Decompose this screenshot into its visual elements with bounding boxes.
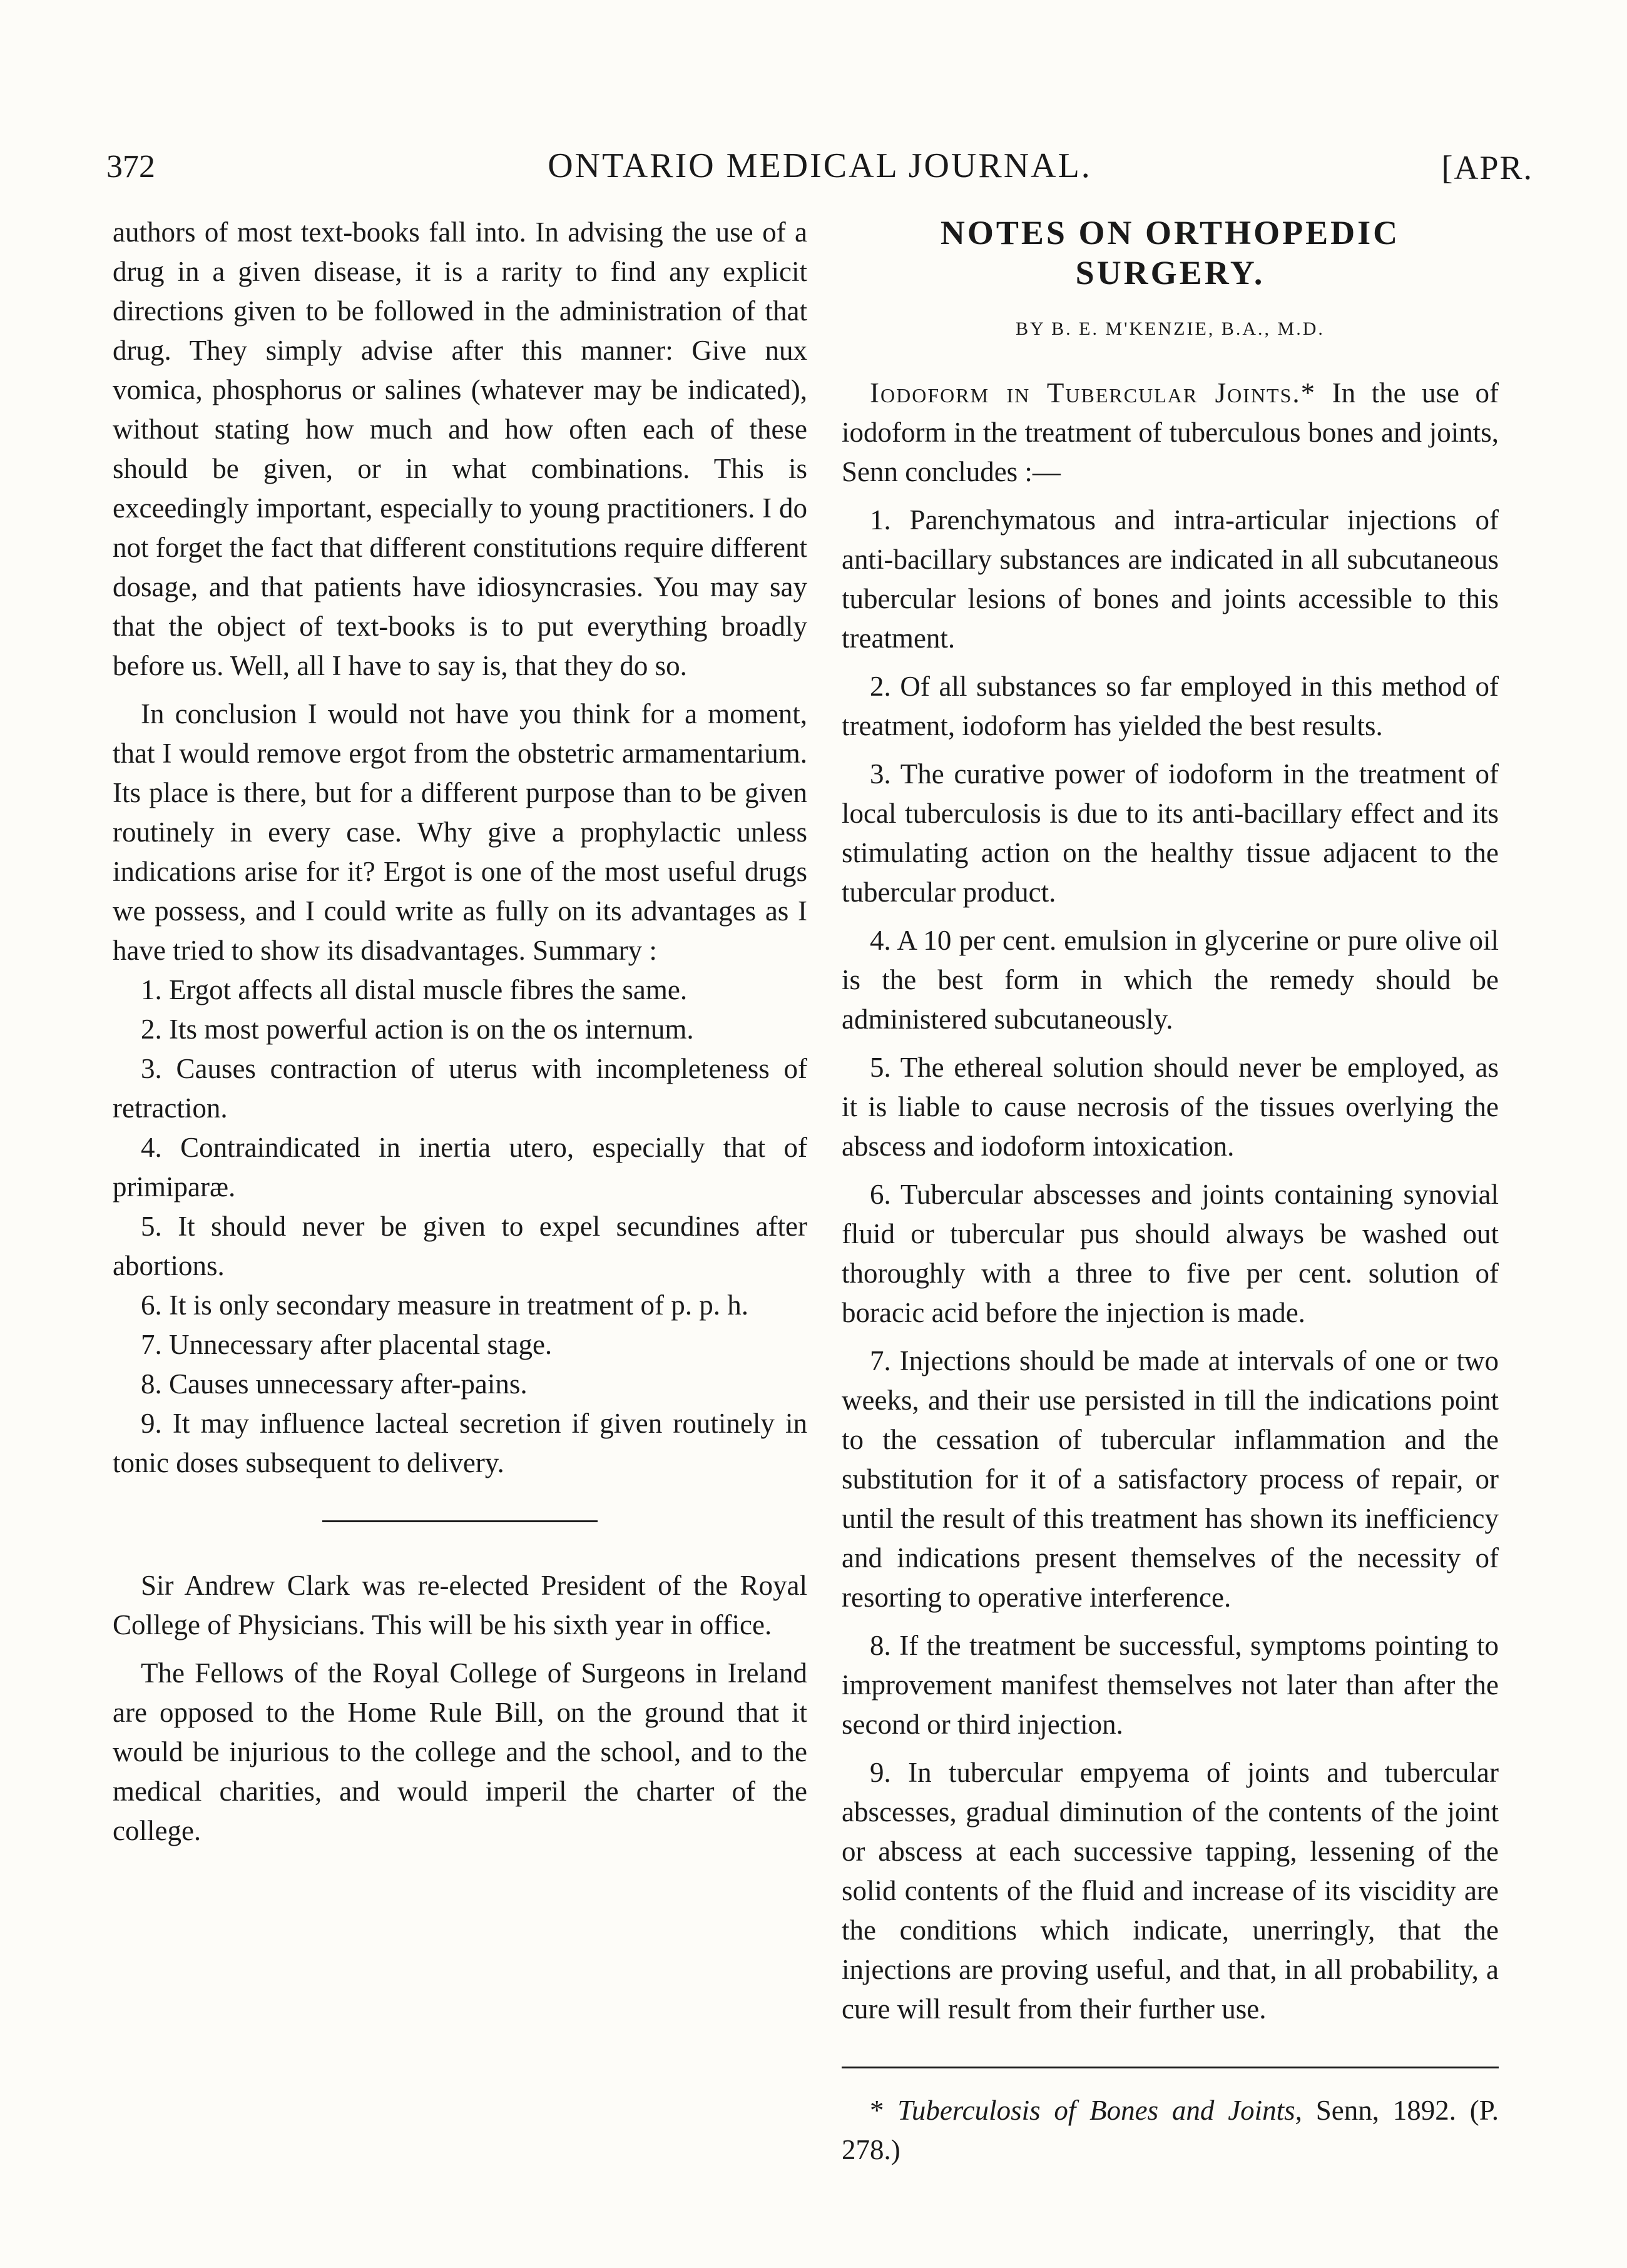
footnote-marker: * bbox=[870, 2095, 898, 2126]
footnote bbox=[842, 2091, 1499, 2170]
section-heading: Iodoform in Tubercular Joints.* bbox=[870, 377, 1317, 409]
summary-item: 4. Contraindicated in inertia utero, especially that of primiparæ. bbox=[113, 1132, 807, 1203]
summary-item: 3. Causes contraction of uterus with incompleteness of retraction. bbox=[113, 1053, 807, 1124]
summary-item: 9. It may influence lacteal secretion if given routinely in tonic doses subsequent to delivery. bbox=[113, 1408, 807, 1478]
summary-item: 5. It should never be given to expel secundines after abortions. bbox=[113, 1211, 807, 1281]
conclusion-item: 7. Injections should be made at intervals of one or two weeks, and their use persisted in till the indications point to the cessation of tubercular inflammation and the substitution for it of a satisfactory process of repair, or until the result of this treatment has shown its inefficiency and indications present themselves of the necessity of resorting to operative interference. bbox=[842, 1345, 1499, 1613]
news-item-clark: Sir Andrew Clark was re-elected President of the Royal College of Physicians. This will be his sixth year in office. bbox=[113, 1570, 807, 1640]
summary-item: 8. Causes unnecessary after-pains. bbox=[141, 1368, 528, 1400]
footnote-citation: Senn, 1892. (P. 278.) bbox=[842, 2095, 1499, 2165]
left-column bbox=[113, 213, 807, 1851]
summary-item: 7. Unnecessary after placental stage. bbox=[141, 1329, 553, 1360]
intro-paragraph bbox=[842, 374, 1499, 492]
conclusion-item: 2. Of all substances so far employed in this method of treatment, iodoform has yielded the best results. bbox=[842, 671, 1499, 741]
conclusion-item: 4. A 10 per cent. emulsion in glycerine or pure olive oil is the best form in which the remedy should be administered subcutaneously. bbox=[842, 925, 1499, 1035]
conclusion-item: 9. In tubercular empyema of joints and tubercular abscesses, gradual diminution of the contents of the joint or abscess at each successive tapping, lessening of the solid contents of the fluid and increase of its viscidity are the conditions which indicate, unerringly, that the injections are proving useful, and that, in all probability, a cure will result from their further use. bbox=[842, 1757, 1499, 2025]
continued-paragraph: authors of most text-books fall into. In advising the use of a drug in a given disease, it is a rarity to find any explicit directions given to be followed in the administration of that drug. They simply advise after this manner: Give nux vomica, phosphorus or salines (whatever may be indicated), without stating how much and how often each of these should be given, or in what combinations. This is exceedingly important, especially to young practitioners. I do not forget the fact that different constitutions require different dosage, and that patients have idiosyncrasies. You may say that the object of text-books is to put everything broadly before us. Well, all I have to say is, that they do so. bbox=[113, 216, 807, 681]
article-byline: BY B. E. M'KENZIE, B.A., M.D. bbox=[1016, 318, 1325, 339]
conclusion-item: 6. Tubercular abscesses and joints containing synovial fluid or tubercular pus should always be washed out thoroughly with a three to five per cent. solution of boracic acid before the injection is made. bbox=[842, 1179, 1499, 1328]
article-title: NOTES ON ORTHOPEDIC SURGERY. bbox=[940, 214, 1400, 292]
issue-month: [APR. bbox=[1441, 149, 1533, 186]
summary-item: 2. Its most powerful action is on the os internum. bbox=[141, 1014, 694, 1045]
news-item-surgeons: The Fellows of the Royal College of Surgeons in Ireland are opposed to the Home Rule Bill, on the ground that it would be injurious to the college and the school, and to the medical charities, and would imperil the charter of the college. bbox=[113, 1657, 807, 1846]
summary-list bbox=[113, 970, 807, 1483]
journal-title: ONTARIO MEDICAL JOURNAL. bbox=[548, 146, 1092, 185]
running-head bbox=[106, 141, 1533, 197]
right-column bbox=[842, 213, 1499, 2170]
conclusion-item: 8. If the treatment be successful, symptoms pointing to improvement manifest themselves not later than after the second or third injection. bbox=[842, 1630, 1499, 1740]
intro-text: In the use of iodoform in the treatment of tuberculous bones and joints, Senn concludes :— bbox=[842, 377, 1499, 487]
footnote-work-title: Tuberculosis of Bones and Joints, bbox=[897, 2095, 1302, 2126]
summary-item: 6. It is only secondary measure in treatment of p. p. h. bbox=[141, 1289, 748, 1321]
conclusion-item: 5. The ethereal solution should never be employed, as it is liable to cause necrosis of the tissues overlying the abscess and iodoform intoxication. bbox=[842, 1052, 1499, 1162]
page-number: 372 bbox=[106, 149, 155, 185]
footnote-divider bbox=[842, 2067, 1499, 2068]
conclusion-paragraph: In conclusion I would not have you think for a moment, that I would remove ergot from the obstetric armamentarium. Its place is there, but for a different purpose than to be given routinely in every case. Why give a prophylactic unless indications arise for it? Ergot is one of the most useful drugs we possess, and I could write as fully on its advantages as I have tried to show its disadvantages. Summary : bbox=[113, 698, 807, 966]
section-divider bbox=[322, 1520, 598, 1522]
conclusion-item: 3. The curative power of iodoform in the treatment of local tuberculosis is due to its anti-bacillary effect and its stimulating action on the healthy tissue adjacent to the tubercular product. bbox=[842, 758, 1499, 908]
conclusions-list bbox=[842, 501, 1499, 2029]
summary-item: 1. Ergot affects all distal muscle fibres the same. bbox=[141, 974, 688, 1005]
conclusion-item: 1. Parenchymatous and intra-articular injections of anti-bacillary substances are indicated in all subcutaneous tubercular lesions of bones and joints accessible to this treatment. bbox=[842, 504, 1499, 654]
